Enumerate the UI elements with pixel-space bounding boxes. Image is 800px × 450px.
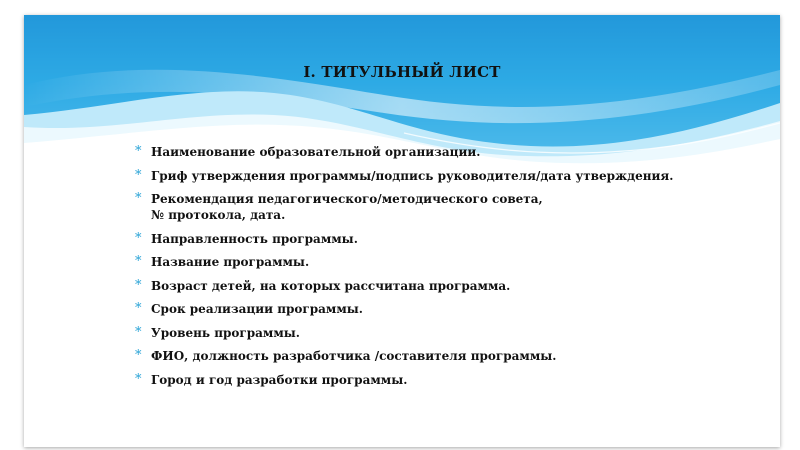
list-item: [127, 231, 747, 247]
asterisk-bullet-icon: *: [135, 348, 142, 363]
slide-title: I. ТИТУЛЬНЫЙ ЛИСТ: [303, 63, 501, 81]
asterisk-bullet-icon: *: [135, 230, 142, 246]
list-item-text: Гриф утверждения программы/подпись руководителя/дата утверждения.: [151, 168, 674, 183]
list-item-text: Направленность программы.: [151, 231, 358, 246]
list-item-text: Город и год разработки программы.: [151, 372, 408, 387]
list-item: [127, 144, 747, 160]
list-item: [127, 372, 747, 388]
list-item-text: Уровень программы.: [151, 325, 300, 340]
list-item-text: Возраст детей, на которых рассчитана программа.: [151, 278, 511, 293]
asterisk-bullet-icon: *: [135, 277, 142, 293]
asterisk-bullet-icon: *: [135, 254, 142, 269]
asterisk-bullet-icon: *: [135, 191, 142, 206]
list-item-text: ФИО, должность разработчика /составителя программы.: [151, 349, 557, 363]
list-item-text: Срок реализации программы.: [151, 302, 363, 316]
slide: [24, 15, 780, 447]
list-item-text: Рекомендация педагогического/методического совета, № протокола, дата.: [151, 192, 543, 222]
asterisk-bullet-icon: *: [135, 301, 142, 316]
list-item: [127, 348, 747, 364]
list-item: [127, 191, 747, 223]
list-item-text: Наименование образовательной организации.: [151, 145, 481, 159]
list-item: [127, 325, 747, 341]
list-item: [127, 301, 747, 317]
list-item: [127, 168, 747, 184]
list-item: [127, 254, 747, 270]
list-item-text: Название программы.: [151, 255, 310, 269]
list-item: [127, 278, 747, 294]
asterisk-bullet-icon: *: [135, 167, 142, 183]
asterisk-bullet-icon: *: [135, 144, 142, 159]
asterisk-bullet-icon: *: [135, 371, 142, 387]
asterisk-bullet-icon: *: [135, 324, 142, 340]
requirements-list: [127, 144, 747, 395]
